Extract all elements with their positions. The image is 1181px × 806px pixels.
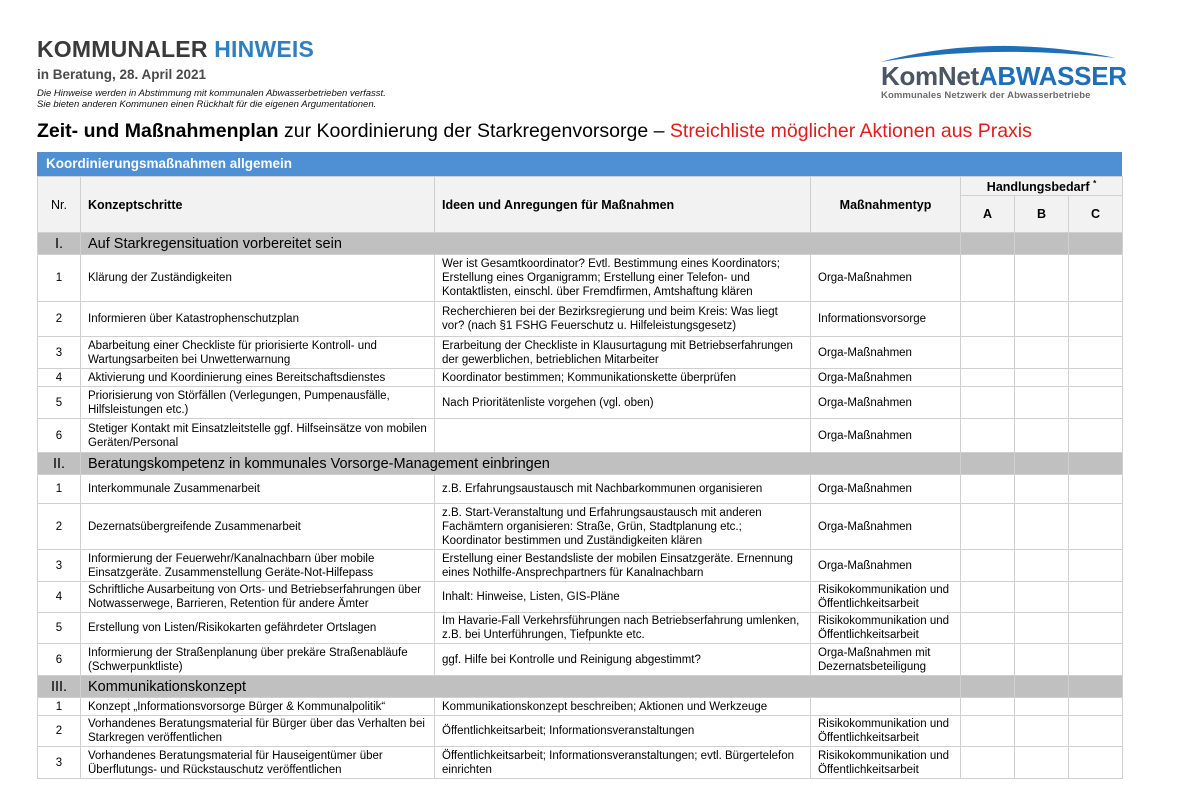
row-need-c[interactable] — [1069, 613, 1123, 644]
row-idea: Nach Prioritätenliste vorgehen (vgl. oben) — [435, 387, 811, 419]
row-need-a[interactable] — [961, 613, 1015, 644]
section-need-b — [1015, 233, 1069, 255]
table-row — [38, 698, 1123, 716]
section-need-b — [1015, 676, 1069, 698]
row-need-a[interactable] — [961, 644, 1015, 676]
row-need-a[interactable] — [961, 504, 1015, 550]
row-need-c[interactable] — [1069, 255, 1123, 302]
row-nr: 3 — [38, 550, 81, 582]
row-need-b[interactable] — [1015, 475, 1069, 504]
row-step: Informierung der Straßenplanung über prekäre Straßenabläufe (Schwerpunktliste) — [81, 644, 435, 676]
row-nr: 6 — [38, 644, 81, 676]
row-nr: 1 — [38, 698, 81, 716]
section-nr: III. — [38, 676, 81, 698]
row-step: Erstellung von Listen/Risikokarten gefährdeter Ortslagen — [81, 613, 435, 644]
row-idea — [435, 419, 811, 453]
row-type: Orga-Maßnahmen — [811, 255, 961, 302]
plan-title-red: Streichliste möglicher Aktionen aus Praxis — [669, 120, 1032, 142]
row-type: Orga-Maßnahmen — [811, 387, 961, 419]
row-step: Interkommunale Zusammenarbeit — [81, 475, 435, 504]
row-idea: z.B. Erfahrungsaustausch mit Nachbarkommunen organisieren — [435, 475, 811, 504]
section-nr: I. — [38, 233, 81, 255]
row-nr: 2 — [38, 302, 81, 337]
row-nr: 2 — [38, 504, 81, 550]
row-step: Stetiger Kontakt mit Einsatzleitstelle ggf. Hilfseinsätze von mobilen Geräten/Personal — [81, 419, 435, 453]
col-steps: Konzeptschritte — [81, 177, 435, 233]
note-line-2: Sie bieten anderen Kommunen einen Rückhalt für die eigenen Argumentationen. — [37, 99, 377, 110]
table-row — [38, 550, 1123, 582]
row-nr: 2 — [38, 716, 81, 747]
row-need-a[interactable] — [961, 337, 1015, 369]
row-need-c[interactable] — [1069, 716, 1123, 747]
row-type: Informationsvorsorge — [811, 302, 961, 337]
row-type: Orga-Maßnahmen — [811, 369, 961, 387]
row-nr: 6 — [38, 419, 81, 453]
section-need-b — [1015, 453, 1069, 475]
row-need-a[interactable] — [961, 716, 1015, 747]
table-row — [38, 419, 1123, 453]
row-need-b[interactable] — [1015, 644, 1069, 676]
row-need-b[interactable] — [1015, 255, 1069, 302]
table-row — [38, 475, 1123, 504]
row-step: Priorisierung von Störfällen (Verlegungen, Pumpenausfälle, Hilfsleistungen etc.) — [81, 387, 435, 419]
row-need-b[interactable] — [1015, 582, 1069, 613]
col-need-label: Handlungsbedarf — [986, 180, 1090, 195]
logo-tagline: Kommunales Netzwerk der Abwasserbetriebe — [881, 90, 1091, 101]
row-type: Orga-Maßnahmen mit Dezernatsbeteiligung — [811, 644, 961, 676]
logo-text-komnet: KomNet — [881, 61, 979, 91]
row-idea: Im Havarie-Fall Verkehrsführungen nach Betriebserfahrung umlenken, z.B. bei Unterführungen, Tiefpunkte etc. — [435, 613, 811, 644]
plan-title-bold: Zeit- und Maßnahmenplan — [37, 120, 279, 142]
row-idea: Öffentlichkeitsarbeit; Informationsveranstaltungen — [435, 716, 811, 747]
row-nr: 3 — [38, 337, 81, 369]
row-idea: Erarbeitung der Checkliste in Klausurtagung mit Betriebserfahrungen der gewerblichen, betrieblichen Mitarbeiter — [435, 337, 811, 369]
table-row — [38, 387, 1123, 419]
table-row — [38, 644, 1123, 676]
row-nr: 4 — [38, 369, 81, 387]
row-need-c[interactable] — [1069, 369, 1123, 387]
row-need-b[interactable] — [1015, 387, 1069, 419]
title-kommunaler: KOMMUNALER — [37, 36, 208, 62]
row-need-a[interactable] — [961, 698, 1015, 716]
table-row — [38, 337, 1123, 369]
row-nr: 1 — [38, 255, 81, 302]
level-a: A — [961, 196, 1015, 233]
col-need — [961, 177, 1123, 196]
row-idea: Erstellung einer Bestandsliste der mobilen Einsatzgeräte. Ernennung eines Nothilfe-Ansprechpartners für Kanalnachbarn — [435, 550, 811, 582]
row-need-a[interactable] — [961, 475, 1015, 504]
row-need-c[interactable] — [1069, 302, 1123, 337]
col-type — [811, 177, 961, 233]
table-row — [38, 369, 1123, 387]
col-ideas: Ideen und Anregungen für Maßnahmen — [435, 177, 811, 233]
row-nr: 5 — [38, 613, 81, 644]
row-type: Orga-Maßnahmen — [811, 550, 961, 582]
row-nr: 5 — [38, 387, 81, 419]
table-row — [38, 747, 1123, 779]
row-need-b[interactable] — [1015, 613, 1069, 644]
row-type: Orga-Maßnahmen — [811, 419, 961, 453]
document-title — [37, 36, 314, 63]
row-need-a[interactable] — [961, 550, 1015, 582]
note-line-1: Die Hinweise werden in Abstimmung mit kommunalen Abwasserbetrieben verfasst. — [37, 88, 386, 99]
table-row — [38, 255, 1123, 302]
row-step: Schriftliche Ausarbeitung von Orts- und Betriebserfahrungen über Notwasserwege, Barrieren, Retention für andere Ämter — [81, 582, 435, 613]
table-title-bar: Koordinierungsmaßnahmen allgemein — [37, 152, 1122, 176]
table-row — [38, 613, 1123, 644]
section-title: Beratungskompetenz in kommunales Vorsorge-Management einbringen — [81, 453, 961, 475]
table-row — [38, 582, 1123, 613]
row-need-b[interactable] — [1015, 550, 1069, 582]
row-need-c[interactable] — [1069, 387, 1123, 419]
row-nr: 4 — [38, 582, 81, 613]
row-type — [811, 698, 961, 716]
komnet-logo — [881, 61, 1127, 92]
row-need-c[interactable] — [1069, 747, 1123, 779]
row-type: Orga-Maßnahmen — [811, 475, 961, 504]
row-idea: Öffentlichkeitsarbeit; Informationsveranstaltungen; evtl. Bürgertelefon einrichten — [435, 747, 811, 779]
row-type: Risikokommunikation und Öffentlichkeitsarbeit — [811, 747, 961, 779]
row-step: Klärung der Zuständigkeiten — [81, 255, 435, 302]
row-need-c[interactable] — [1069, 337, 1123, 369]
row-nr: 1 — [38, 475, 81, 504]
level-c: C — [1069, 196, 1123, 233]
row-need-c[interactable] — [1069, 582, 1123, 613]
section-need-c — [1069, 453, 1123, 475]
row-need-c[interactable] — [1069, 475, 1123, 504]
col-type-label: Maßnahmentyp — [839, 197, 932, 212]
row-need-b[interactable] — [1015, 337, 1069, 369]
row-need-c[interactable] — [1069, 550, 1123, 582]
section-need-c — [1069, 233, 1123, 255]
row-need-a[interactable] — [961, 369, 1015, 387]
table-row — [38, 504, 1123, 550]
col-need-mark: * — [1093, 179, 1097, 189]
row-step: Informierung der Feuerwehr/Kanalnachbarn über mobile Einsatzgeräte. Zusammenstellung Geräte-Not-Hilfepass — [81, 550, 435, 582]
measures-table — [37, 176, 1123, 779]
row-need-b[interactable] — [1015, 302, 1069, 337]
row-step: Informieren über Katastrophenschutzplan — [81, 302, 435, 337]
row-need-b[interactable] — [1015, 747, 1069, 779]
level-b: B — [1015, 196, 1069, 233]
row-type: Risikokommunikation und Öffentlichkeitsarbeit — [811, 582, 961, 613]
section-title: Kommunikationskonzept — [81, 676, 961, 698]
row-idea: Koordinator bestimmen; Kommunikationskette überprüfen — [435, 369, 811, 387]
row-type: Risikokommunikation und Öffentlichkeitsarbeit — [811, 613, 961, 644]
row-step: Abarbeitung einer Checkliste für priorisierte Kontroll- und Wartungsarbeiten bei Unwetterwarnung — [81, 337, 435, 369]
row-type: Risikokommunikation und Öffentlichkeitsarbeit — [811, 716, 961, 747]
section-need-c — [1069, 676, 1123, 698]
row-need-c[interactable] — [1069, 419, 1123, 453]
row-need-a[interactable] — [961, 255, 1015, 302]
row-need-a[interactable] — [961, 419, 1015, 453]
row-type: Orga-Maßnahmen — [811, 504, 961, 550]
row-need-a[interactable] — [961, 747, 1015, 779]
plan-title-normal: zur Koordinierung der Starkregenvorsorge – — [278, 120, 670, 142]
row-idea: Recherchieren bei der Bezirksregierung und beim Kreis: Was liegt vor? (nach §1 FSHG Feuerschutz u. Hilfeleistungsgesetz) — [435, 302, 811, 337]
section-nr: II. — [38, 453, 81, 475]
row-step: Konzept „Informationsvorsorge Bürger & Kommunalpolitik“ — [81, 698, 435, 716]
row-step: Aktivierung und Koordinierung eines Bereitschaftsdienstes — [81, 369, 435, 387]
row-need-b[interactable] — [1015, 369, 1069, 387]
row-need-b[interactable] — [1015, 419, 1069, 453]
section-need-a — [961, 676, 1015, 698]
logo-text-abwasser: ABWASSER — [978, 61, 1127, 91]
row-need-b[interactable] — [1015, 504, 1069, 550]
section-row — [38, 233, 1123, 255]
row-need-c[interactable] — [1069, 698, 1123, 716]
plan-title — [37, 120, 1032, 143]
row-need-a[interactable] — [961, 302, 1015, 337]
row-idea: ggf. Hilfe bei Kontrolle und Reinigung abgestimmt? — [435, 644, 811, 676]
row-need-c[interactable] — [1069, 644, 1123, 676]
row-need-c[interactable] — [1069, 504, 1123, 550]
row-step: Vorhandenes Beratungsmaterial für Bürger über das Verhalten bei Starkregen veröffentlichen — [81, 716, 435, 747]
section-need-a — [961, 233, 1015, 255]
row-need-b[interactable] — [1015, 716, 1069, 747]
row-idea: z.B. Start-Veranstaltung und Erfahrungsaustausch mit anderen Fachämtern organisieren: Straße, Grün, Stadtplanung etc.; Koordinator bestimmen und Zuständigkeiten klären — [435, 504, 811, 550]
row-need-a[interactable] — [961, 387, 1015, 419]
document-note — [37, 88, 386, 110]
table-row — [38, 302, 1123, 337]
section-row — [38, 453, 1123, 475]
document-subtitle: in Beratung, 28. April 2021 — [37, 67, 207, 82]
section-title: Auf Starkregensituation vorbereitet sein — [81, 233, 961, 255]
row-step: Dezernatsübergreifende Zusammenarbeit — [81, 504, 435, 550]
table-row — [38, 716, 1123, 747]
row-need-b[interactable] — [1015, 698, 1069, 716]
section-need-a — [961, 453, 1015, 475]
row-idea: Inhalt: Hinweise, Listen, GIS-Pläne — [435, 582, 811, 613]
row-need-a[interactable] — [961, 582, 1015, 613]
section-row — [38, 676, 1123, 698]
row-idea: Kommunikationskonzept beschreiben; Aktionen und Werkzeuge — [435, 698, 811, 716]
row-type: Orga-Maßnahmen — [811, 337, 961, 369]
col-nr: Nr. — [38, 177, 81, 233]
column-header-row — [38, 177, 1123, 196]
row-idea: Wer ist Gesamtkoordinator? Evtl. Bestimmung eines Koordinators; Erstellung eines Organigramm; Erstellung einer Telefon- und Kontaktlisten, einschl. über Fremdfirmen, Amtshaftung klären — [435, 255, 811, 302]
row-nr: 3 — [38, 747, 81, 779]
row-step: Vorhandenes Beratungsmaterial für Hauseigentümer über Überflutungs- und Rückstauschutz veröffentlichen — [81, 747, 435, 779]
title-hinweis: HINWEIS — [214, 36, 315, 62]
